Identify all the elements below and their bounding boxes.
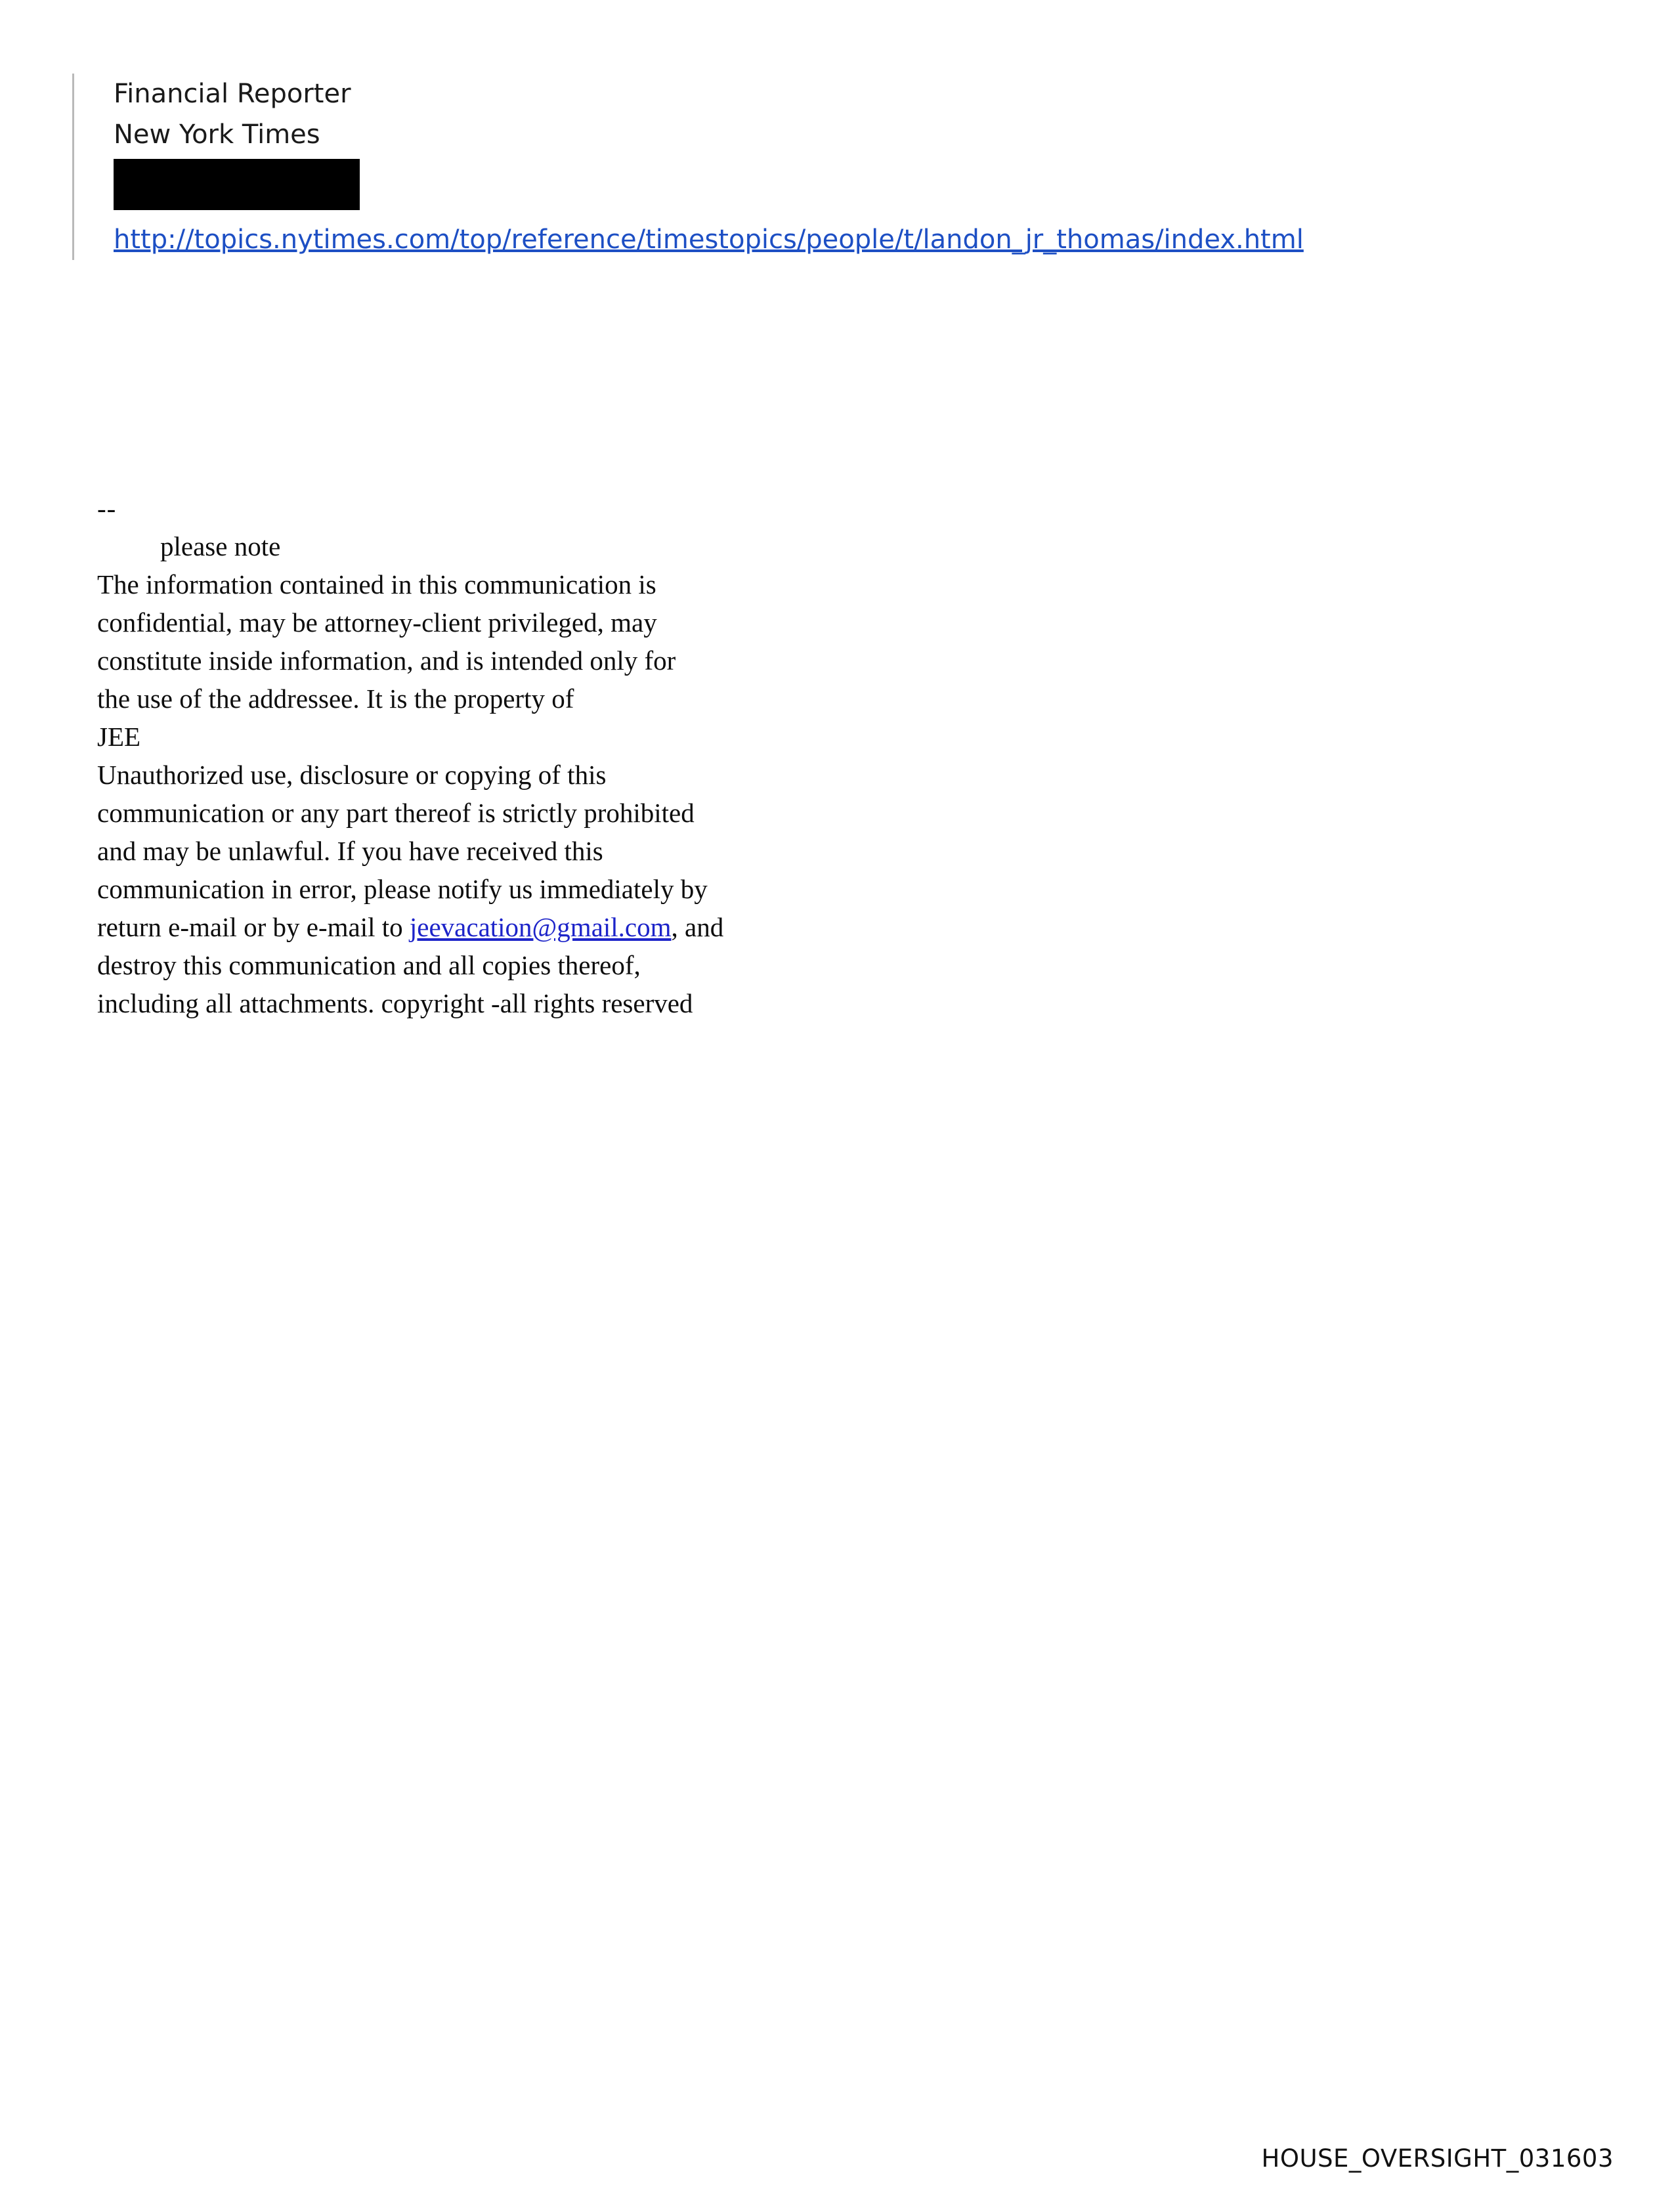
return-email-suffix: , and (671, 912, 724, 942)
quoted-line-job-title: Financial Reporter (114, 79, 351, 109)
disclaimer-line-entity: JEE (97, 722, 141, 752)
disclaimer-line: confidential, may be attorney-client privileged, may (97, 607, 657, 638)
contact-email-link[interactable]: jeevacation@gmail.com (409, 912, 672, 942)
return-email-prefix: return e-mail or by e-mail to (97, 912, 410, 942)
disclaimer-line: Unauthorized use, disclosure or copying of this (97, 760, 607, 790)
disclaimer-line: the use of the addressee. It is the property of (97, 683, 574, 714)
redaction-bar (114, 159, 360, 210)
disclaimer-line: communication in error, please notify us immediately by (97, 874, 708, 904)
nytimes-topic-link[interactable]: http://topics.nytimes.com/top/reference/timestopics/people/t/landon_jr_thomas/index.html (114, 225, 1304, 255)
signature-separator: -- (97, 493, 117, 523)
disclaimer-line: constitute inside information, and is intended only for (97, 645, 676, 676)
disclaimer-line: The information contained in this communication is (97, 569, 656, 599)
disclaimer-line-with-email (97, 908, 1082, 946)
disclaimer-line: communication or any part thereof is strictly prohibited (97, 798, 695, 828)
disclaimer-notice-heading: please note (160, 531, 281, 561)
disclaimer-line: including all attachments. copyright -all rights reserved (97, 988, 693, 1018)
disclaimer-line: destroy this communication and all copies thereof, (97, 950, 641, 980)
confidentiality-disclaimer (97, 489, 1082, 1022)
disclaimer-line: and may be unlawful. If you have received this (97, 836, 603, 866)
bates-stamp: HOUSE_OVERSIGHT_031603 (1261, 2144, 1614, 2173)
quoted-line-organization: New York Times (114, 119, 320, 150)
quoted-signature-block (72, 74, 1608, 260)
